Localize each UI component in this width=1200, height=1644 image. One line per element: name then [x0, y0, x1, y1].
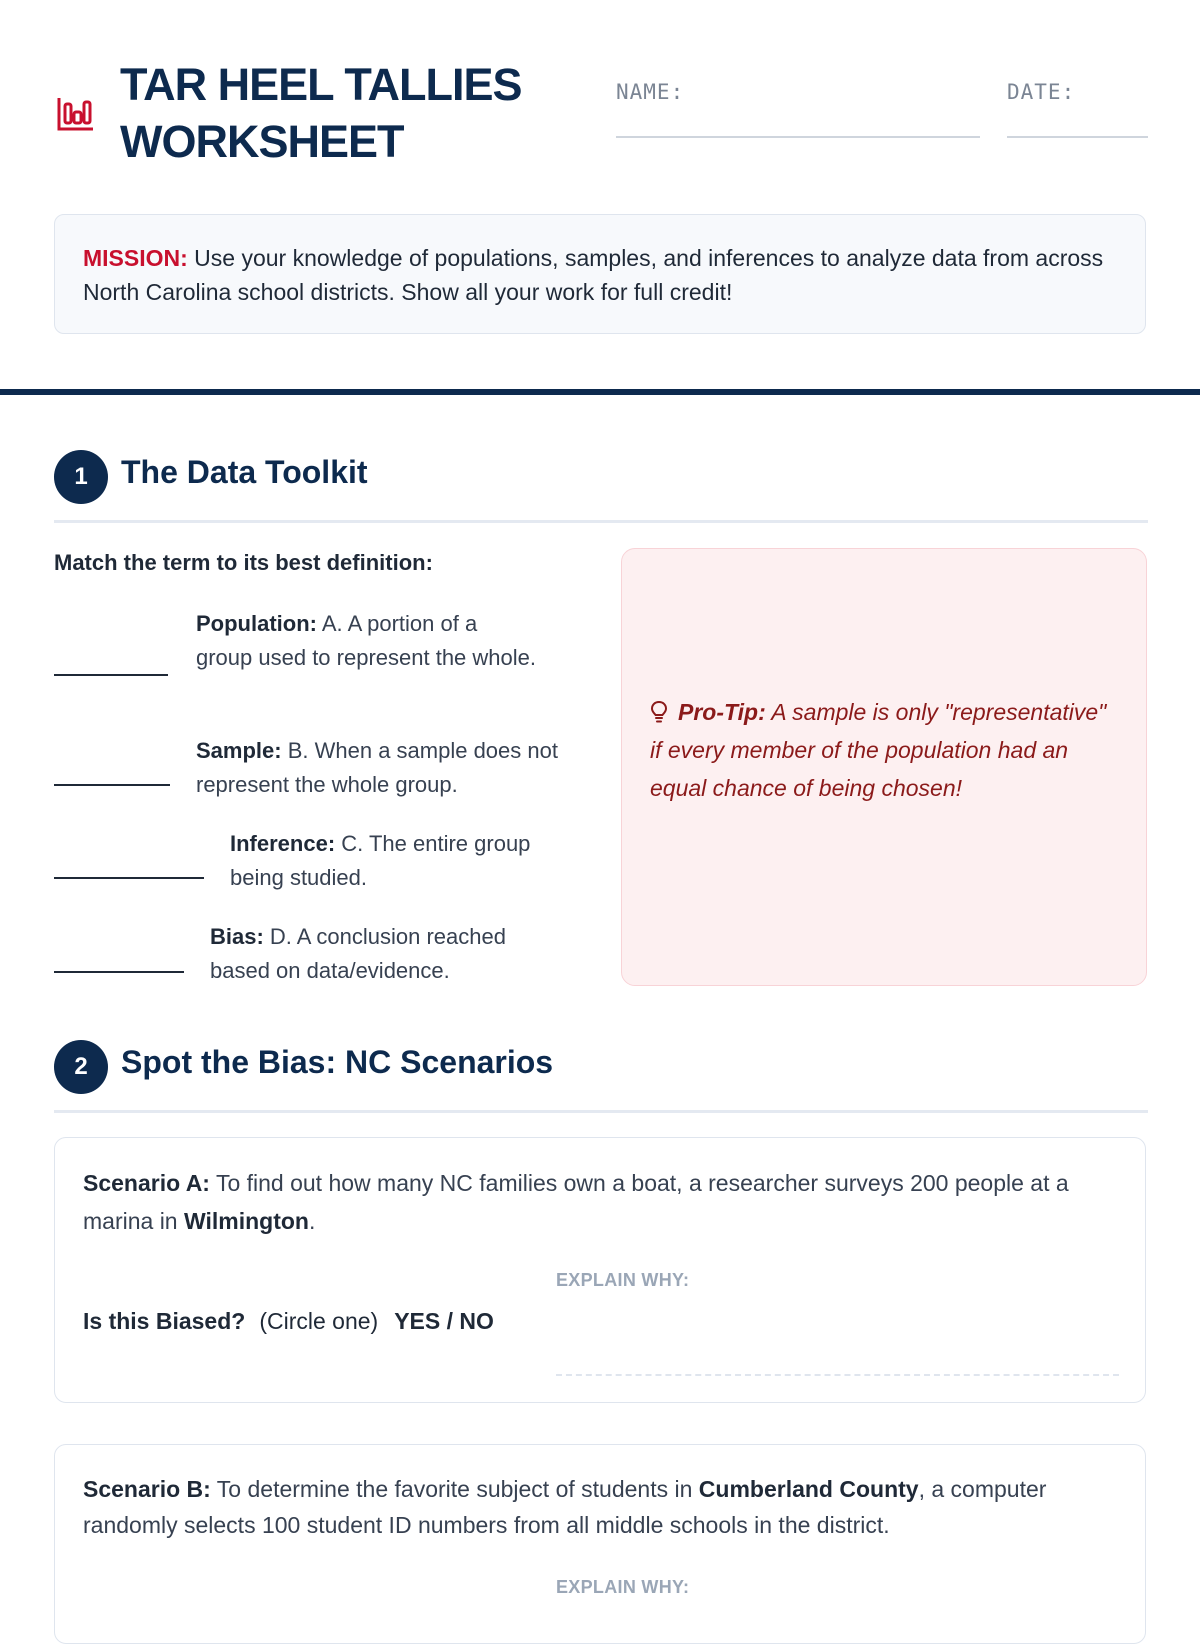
scenario-b-text: Scenario B: To determine the favorite subject of students in Cumberland County, a computer randomly selects 100 student ID numbers from all middle schools in the district.: [83, 1476, 1047, 1538]
worksheet-header: [54, 56, 1148, 176]
definition-text: Bias: D. A conclusion reached based on data/evidence.: [210, 924, 506, 983]
header-divider: [0, 389, 1200, 395]
section-2-header: [54, 1040, 1148, 1113]
scenario-b-card: [54, 1444, 1146, 1644]
biased-question: Is this Biased? (Circle one) YES / NO: [83, 1308, 494, 1334]
page-title: [120, 56, 522, 170]
date-label: DATE:: [1007, 80, 1076, 104]
scenario-a-text: Scenario A: To find out how many NC families own a boat, a researcher surveys 200 people at a marina in Wilmington.: [83, 1170, 1069, 1234]
date-field[interactable]: [1007, 136, 1148, 138]
bar-chart-icon: [56, 94, 94, 132]
section-1-header: [54, 450, 1148, 523]
yes-no-choice[interactable]: YES / NO: [394, 1308, 494, 1334]
pro-tip-text: Pro-Tip: A sample is only "representative" if every member of the population had an equal chance of being chosen!: [650, 699, 1107, 801]
answer-blank[interactable]: [54, 971, 184, 973]
lightbulb-icon: [650, 700, 668, 724]
section-1-title: The Data Toolkit: [121, 454, 368, 490]
explain-why-label: EXPLAIN WHY:: [556, 1270, 690, 1290]
pro-tip-box: [621, 548, 1147, 986]
answer-blank[interactable]: [54, 784, 170, 786]
definition-text: Sample: B. When a sample does not represent the whole group.: [196, 738, 558, 797]
definition-text: Population: A. A portion of a group used to represent the whole.: [196, 611, 537, 670]
section-2-number: 2: [54, 1040, 108, 1094]
section-2-title: Spot the Bias: NC Scenarios: [121, 1044, 554, 1080]
pro-tip-label: Pro-Tip:: [678, 699, 766, 725]
scenario-a-card: [54, 1137, 1146, 1403]
mission-label: MISSION:: [83, 245, 188, 271]
answer-blank[interactable]: [54, 674, 168, 676]
mission-box: [54, 214, 1146, 334]
definition-text: Inference: C. The entire group being studied.: [230, 831, 531, 890]
section-1-number: 1: [54, 450, 108, 504]
explain-answer-line[interactable]: [556, 1374, 1119, 1376]
title-line-2: WORKSHEET: [120, 116, 404, 167]
title-line-1: TAR HEEL TALLIES: [120, 59, 522, 110]
explain-why-label: EXPLAIN WHY:: [556, 1577, 690, 1597]
mission-text: Use your knowledge of populations, samples, and inferences to analyze data from across North Carolina school districts. Show all your work for full credit!: [83, 245, 1104, 305]
name-field[interactable]: [616, 136, 980, 138]
name-label: NAME:: [616, 80, 685, 104]
match-instructions: Match the term to its best definition:: [54, 550, 433, 575]
answer-blank[interactable]: [54, 877, 204, 879]
